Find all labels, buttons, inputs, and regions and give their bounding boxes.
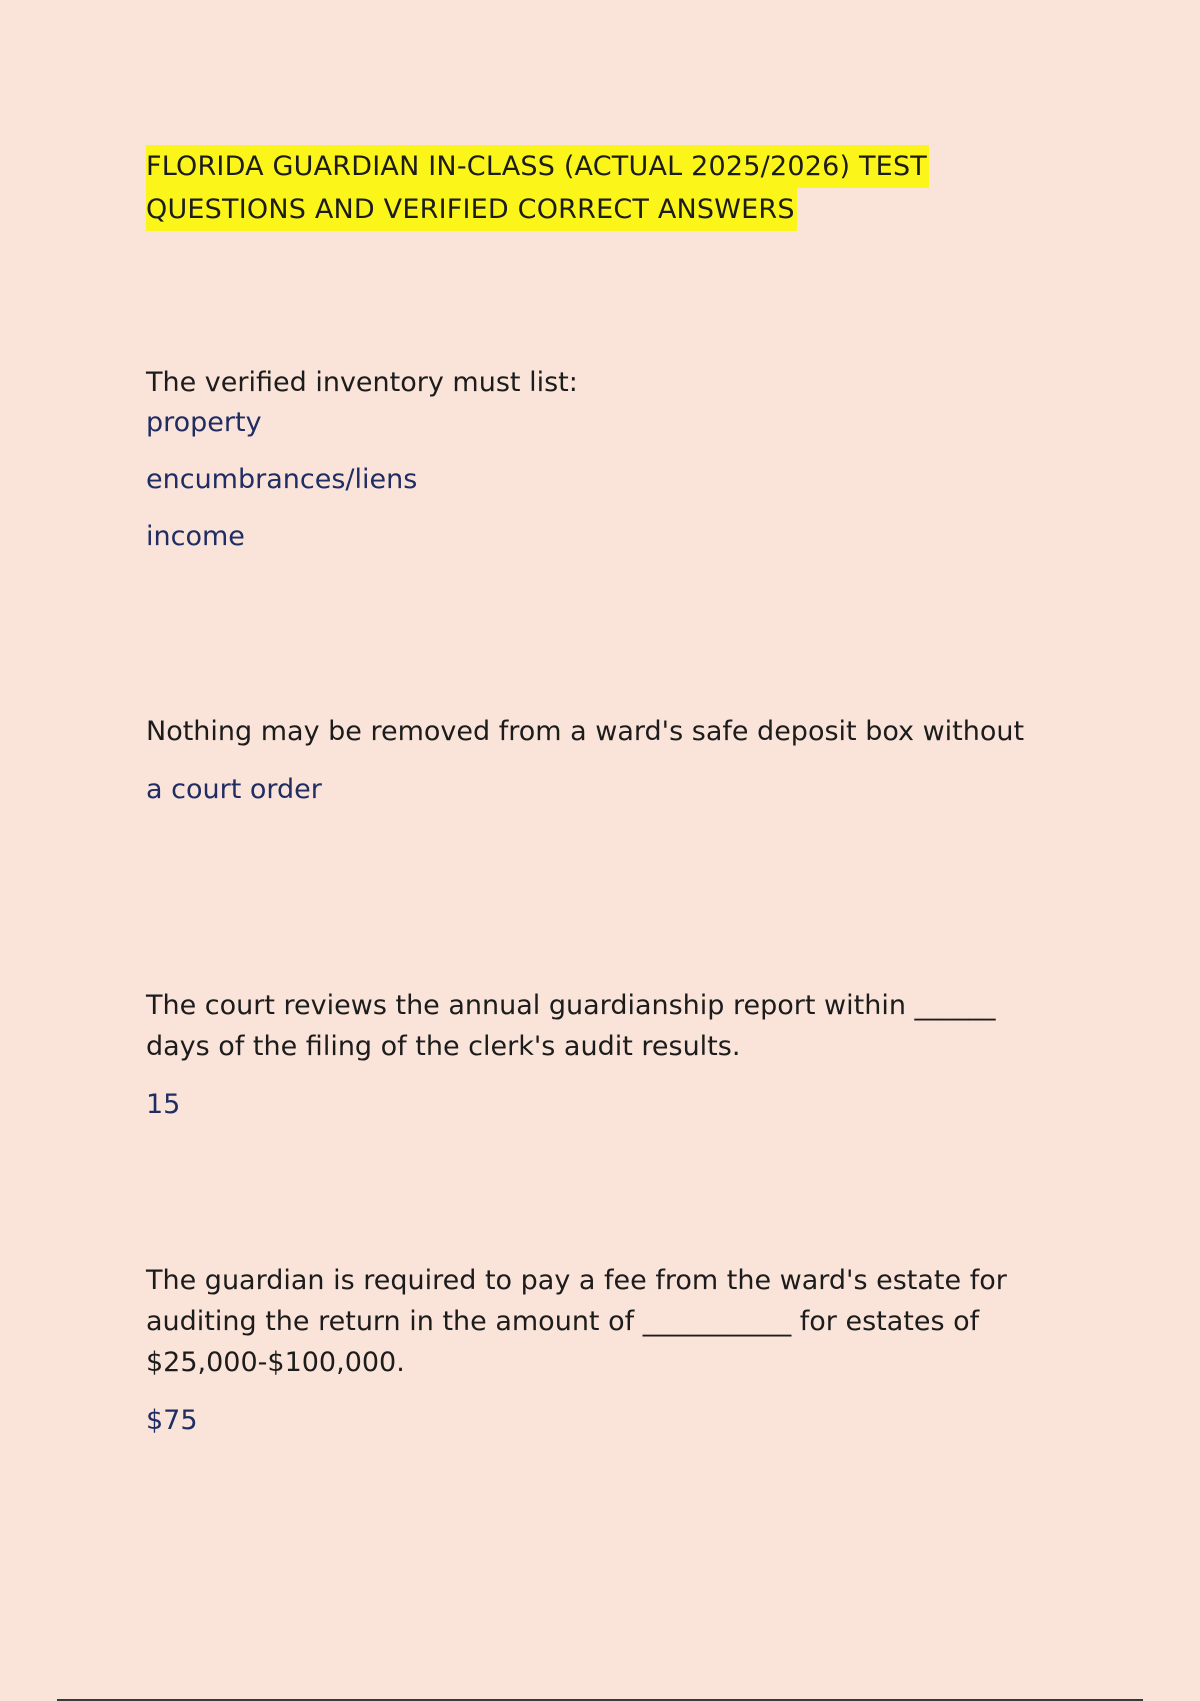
page-title xyxy=(146,145,1046,231)
answer-text: a court order xyxy=(146,774,322,805)
qa-item-2 xyxy=(146,711,1026,810)
question-text: Nothing may be removed from a ward's safe deposit box without xyxy=(146,716,1025,747)
answer-text: 15 xyxy=(146,1089,181,1120)
qa-item-1 xyxy=(146,362,1066,557)
question-text: The guardian is required to pay a fee from the ward's estate for auditing the return in the amount of ___________ for estates of $25,000-$100,000. xyxy=(146,1265,1007,1378)
answer-text: income xyxy=(146,521,245,552)
answer-text: encumbrances/liens xyxy=(146,464,418,495)
question-text: The verified inventory must list: xyxy=(146,367,578,398)
question-text: The court reviews the annual guardianship report within ______ days of the filing of the clerk's audit results. xyxy=(146,990,996,1062)
answer-text: property xyxy=(146,407,262,438)
title-line-1: FLORIDA GUARDIAN IN-CLASS (ACTUAL 2025/2026) TEST xyxy=(146,145,929,188)
answer-text: $75 xyxy=(146,1405,198,1436)
qa-item-3 xyxy=(146,985,1066,1125)
qa-item-4 xyxy=(146,1260,1066,1441)
answer-list xyxy=(146,403,1066,557)
title-line-2: QUESTIONS AND VERIFIED CORRECT ANSWERS xyxy=(146,188,797,231)
